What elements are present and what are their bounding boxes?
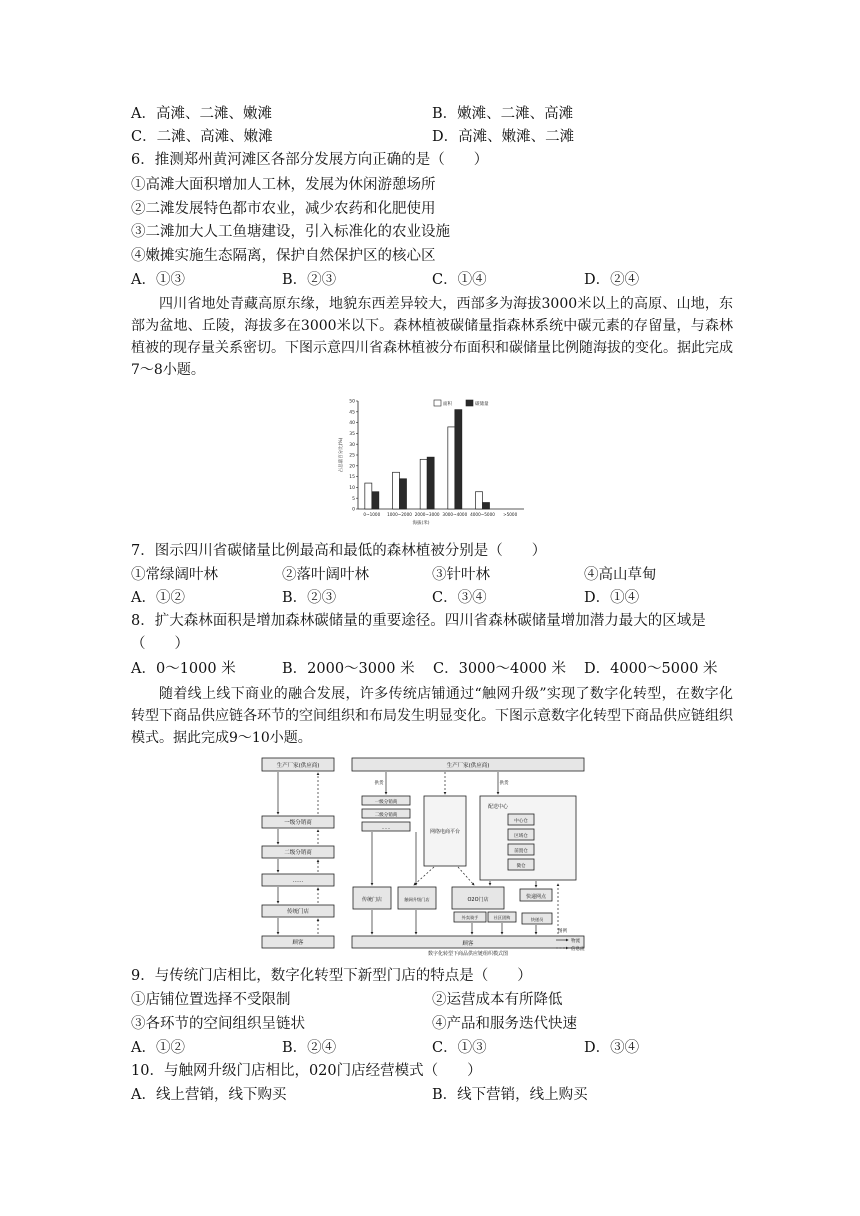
chart-y-tick-label: 45: [349, 410, 355, 416]
supply-chain-diagram: [258, 756, 590, 956]
q8-option-b: B．2000～3000 米: [282, 661, 415, 677]
diagram-pickup-small-2: 社区团购: [493, 915, 511, 920]
chart-y-tick-label: 50: [349, 399, 355, 405]
chart-y-tick-label: 5: [352, 496, 355, 502]
chart-y-tick-label: 40: [349, 421, 355, 427]
q7-item-4: ④高山草甸: [584, 567, 657, 583]
chart-x-tick-label: 2000~3000: [414, 512, 440, 517]
q8-option-c: C．3000～4000 米: [433, 661, 567, 677]
diagram-pickup-small-1: 外卖骑手: [461, 915, 479, 920]
chart-y-tick-label: 10: [349, 486, 355, 491]
chart-x-tick-label: 3000~4000: [442, 512, 468, 517]
diagram-top-producer: 生产厂家(供应商): [446, 763, 490, 769]
q8-stem: 8．扩大森林面积是增加森林碳储量的重要途径。四川省森林碳储量增加潜力最大的区域是: [131, 613, 706, 629]
diagram-center: 配送中心: [487, 804, 509, 810]
diagram-pickup: 快递网点: [525, 894, 547, 900]
q6-item-4: ④嫩摊实施生态隔离，保护自然保护区的核心区: [131, 248, 436, 264]
q10-option-a: A．线上营销，线下购买: [131, 1087, 287, 1103]
q9-option-b: B．②④: [282, 1040, 337, 1056]
diagram-bottom-customer: 顾客: [462, 941, 474, 947]
chart-x-tick-label: 4000~5000: [470, 512, 495, 517]
chart-y-label: 占总量百分比(%): [339, 437, 344, 473]
q6-option-b: B．②③: [282, 272, 337, 288]
passage-9-10: 随着线上线下商业的融合发展，许多传统店铺通过“触网升级”实现了数字化转型，在数字化转型下商品供应链各环节的空间组织和布局发生明显变化。下图示意数字化转型下商品供应链组织模式。据此完成9～10小题。: [131, 686, 733, 746]
diagram-warehouse-1: 中心仓: [514, 819, 528, 824]
q6-option-a: A．①③: [131, 272, 185, 288]
diagram-mid-dist2: 二级分销商: [374, 813, 398, 818]
diagram-legend-info: 信息流: [571, 947, 585, 952]
chart-bar-area: [393, 472, 400, 509]
chart-bar-carbon: [483, 503, 490, 509]
chart-legend-label: 面积: [443, 402, 452, 407]
q6-item-3: ③二滩加大人工鱼塘建设，引入标准化的农业设施: [131, 224, 450, 240]
q9-option-d: D．③④: [584, 1040, 640, 1056]
chart-y-tick-label: 20: [349, 464, 355, 470]
q10-stem: 10．与触网升级门店相比，020门店经营模式（ ）: [131, 1063, 482, 1079]
chart-y-tick-label: 30: [349, 442, 355, 448]
chart-bar-area: [365, 483, 372, 509]
altitude-bar-chart: [336, 393, 532, 529]
q8-option-d: D．4000～5000 米: [584, 661, 718, 677]
q7-stem: 7．图示四川省碳储量比例最高和最低的森林植被分别是（ ）: [131, 543, 547, 559]
diagram-store-o2o: O2O门店: [467, 897, 489, 903]
chart-x-tick-label: 1000~2000: [387, 512, 412, 517]
chart-legend-label: 碳储量: [475, 402, 489, 407]
q9-option-a: A．①②: [131, 1040, 185, 1056]
chart-legend-swatch: [466, 400, 473, 406]
q7-item-2: ②落叶阔叶林: [282, 567, 369, 583]
chart-legend-swatch: [434, 400, 441, 406]
q9-stem: 9．与传统门店相比，数字化转型下新型门店的特点是（ ）: [131, 968, 532, 984]
q5-option-b: B．嫩滩、二滩、高滩: [432, 106, 574, 122]
chart-bar-carbon: [400, 479, 407, 509]
q10-option-b: B．线下营销，线上购买: [432, 1087, 588, 1103]
chart-bar-area: [476, 492, 483, 509]
diagram-platform: 网络电商平台: [429, 829, 461, 835]
diagram-store-traditional: 传统门店: [361, 897, 383, 903]
q6-item-2: ②二滩发展特色都市农业，减少农药和化肥使用: [131, 201, 436, 217]
q7-option-d: D．①④: [584, 590, 640, 606]
q5-option-d: D．高滩、嫩滩、二滩: [432, 129, 575, 145]
diagram-left-ellipsis: ……: [292, 878, 304, 884]
chart-bar-area: [448, 427, 455, 509]
q9-item-3: ③各环节的空间组织呈链状: [131, 1016, 305, 1032]
q9-option-c: C．①③: [432, 1040, 487, 1056]
diagram-warehouse-4: 微仓: [516, 864, 526, 869]
q8-stem-bracket: （ ）: [131, 636, 189, 652]
chart-y-tick-label: 0: [352, 507, 355, 513]
diagram-left-customer: 顾客: [292, 940, 304, 946]
q8-option-a: A．0～1000 米: [131, 661, 236, 677]
q9-item-1: ①店铺位置选择不受限制: [131, 992, 291, 1008]
q9-item-2: ②运营成本有所降低: [432, 992, 563, 1008]
diagram-left-producer: 生产厂家(供应商): [276, 763, 320, 769]
q6-option-d: D．②④: [584, 272, 640, 288]
q6-item-1: ①高滩大面积增加人工林，发展为休闲游憩场所: [131, 177, 436, 193]
q7-option-b: B．②③: [282, 590, 337, 606]
chart-y-tick-label: 25: [349, 453, 355, 459]
chart-y-tick-label: 35: [349, 432, 355, 437]
diagram-supply-label-1: 供货: [374, 781, 384, 786]
diagram-caption: 数字化转型下商品供应链组织模式图: [427, 951, 509, 956]
diagram-legend-title: 图例: [558, 929, 567, 934]
diagram-warehouse-2: 区域仓: [514, 834, 528, 839]
chart-x-tick-label: 0~1000: [363, 512, 381, 517]
diagram-legend-logistics: 物流: [571, 939, 580, 944]
q6-stem: 6．推测郑州黄河滩区各部分发展方向正确的是（ ）: [131, 152, 489, 168]
chart-x-tick-label: >5000: [503, 512, 518, 517]
diagram-left-dist2: 二级分销商: [284, 850, 312, 856]
q5-option-a: A．高滩、二滩、嫩滩: [131, 106, 272, 122]
q6-option-c: C．①④: [432, 272, 487, 288]
diagram-supply-label-2: 供货: [499, 781, 509, 786]
diagram-mid-dist1: 一级分销商: [374, 800, 398, 805]
chart-bar-carbon: [372, 492, 379, 509]
chart-x-label: 海拔(米): [412, 521, 430, 526]
chart-bar-carbon: [455, 410, 462, 509]
diagram-mid-ellipsis: ……: [381, 826, 391, 831]
chart-y-tick-label: 15: [349, 475, 355, 481]
q7-option-a: A．①②: [131, 590, 185, 606]
diagram-warehouse-3: 前置仓: [514, 849, 528, 854]
q7-option-c: C．③④: [432, 590, 487, 606]
q9-item-4: ④产品和服务迭代快速: [432, 1016, 577, 1032]
q7-item-1: ①常绿阔叶林: [131, 567, 218, 583]
chart-bar-area: [420, 459, 427, 509]
q5-option-c: C．二滩、高滩、嫩滩: [131, 129, 273, 145]
diagram-pickup-small-3: 快递员: [530, 917, 544, 922]
passage-7-8: 四川省地处青藏高原东缘，地貌东西差异较大，西部多为海拔3000米以上的高原、山地，东部为盆地、丘陵，海拔多在3000米以下。森林植被碳储量指森林系统中碳元素的存留量，与森林植被的现存量关系密切。下图示意四川省森林植被分布面积和碳储量比例随海拔的变化。据此完成7～8小题。: [131, 296, 733, 378]
q7-item-3: ③针叶林: [432, 567, 490, 583]
diagram-store-upgraded: 触网升级门店: [404, 897, 430, 902]
diagram-left-store: 传统门店: [286, 909, 310, 915]
chart-bar-carbon: [427, 457, 434, 509]
diagram-left-dist1: 一级分销商: [284, 820, 312, 826]
